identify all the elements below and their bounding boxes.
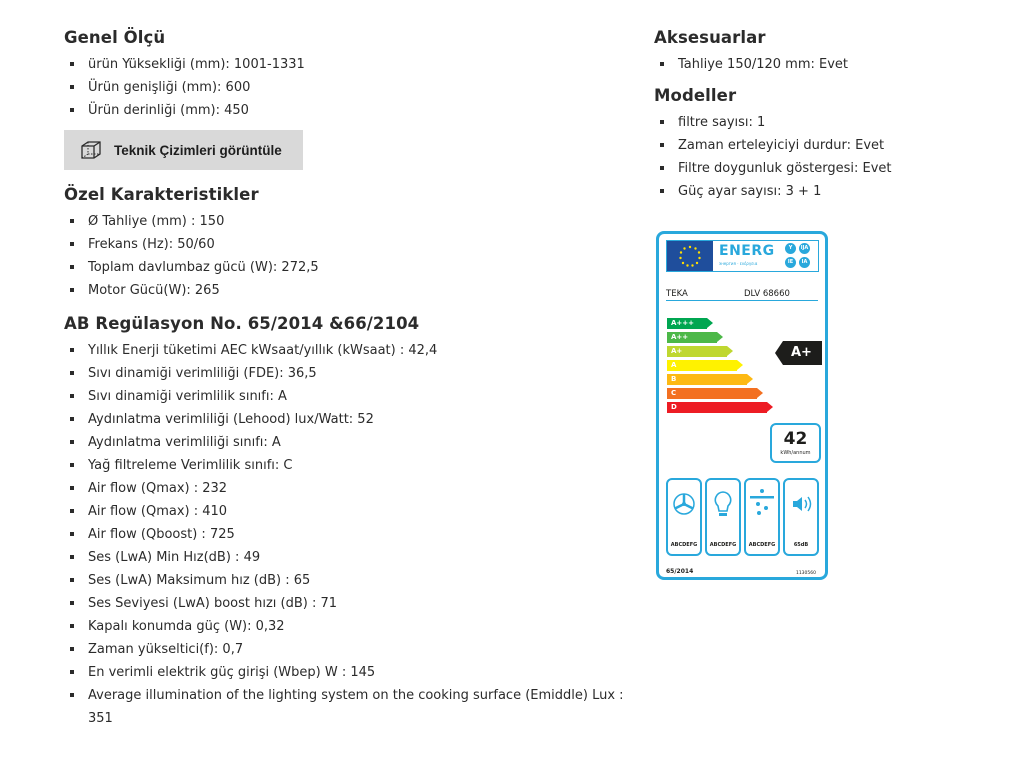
models-list <box>654 111 994 203</box>
energy-class-bar: A <box>667 360 737 371</box>
energy-label[interactable] <box>656 231 828 580</box>
list-item: Yıllık Enerji tüketimi AEC kWsaat/yıllık (kWsaat) : 42,4 <box>64 339 634 362</box>
special-features-title: Özel Karakteristikler <box>64 185 259 204</box>
language-dot: IJA <box>799 243 810 254</box>
energy-class-bar: D <box>667 402 767 413</box>
energy-class-arrow <box>757 388 763 398</box>
label-code: 1130560 <box>795 571 816 576</box>
energy-label-header <box>666 240 819 272</box>
list-item: Sıvı dinamiği verimlilik sınıfı: A <box>64 385 634 408</box>
fan-icon <box>668 486 700 526</box>
list-item: Aydınlatma verimliliği sınıfı: A <box>64 431 634 454</box>
list-item: Sıvı dinamiği verimliliği (FDE): 36,5 <box>64 362 634 385</box>
eu-flag-icon <box>667 241 713 271</box>
list-item: Air flow (Qboost) : 725 <box>64 523 634 546</box>
accessories-title: Aksesuarlar <box>654 28 766 47</box>
list-item: Frekans (Hz): 50/60 <box>64 233 634 256</box>
list-item: Average illumination of the lighting system on the cooking surface (Emiddle) Lux : 351 <box>64 684 634 730</box>
manufacturer-name: TEKA <box>666 289 688 299</box>
list-item: Filtre doygunluk göstergesi: Evet <box>654 157 994 180</box>
lightbulb-icon <box>707 486 739 526</box>
list-item: Ses (LwA) Min Hız(dB) : 49 <box>64 546 634 569</box>
list-item: Kapalı konumda güç (W): 0,32 <box>64 615 634 638</box>
list-item: Ses (LwA) Maksimum hız (dB) : 65 <box>64 569 634 592</box>
energy-class-arrow <box>747 374 753 384</box>
energy-class-bar: C <box>667 388 757 399</box>
annual-consumption-value: 42 <box>783 429 808 449</box>
fan-efficiency-box <box>666 478 702 556</box>
regulation-number: 65/2014 <box>666 568 694 575</box>
energy-class-bar: B <box>667 374 747 385</box>
list-item: filtre sayısı: 1 <box>654 111 994 134</box>
list-item: Ürün genişliği (mm): 600 <box>64 76 634 99</box>
noise-level-value: 65dB <box>793 542 809 548</box>
list-item: En verimli elektrik güç girişi (Wbep) W : 145 <box>64 661 634 684</box>
grease-filter-class: ABCDEFG <box>748 542 776 548</box>
speaker-icon <box>785 486 817 526</box>
annual-consumption-unit: kWh/annum <box>780 450 811 456</box>
list-item: Air flow (Qmax) : 232 <box>64 477 634 500</box>
list-item: Yağ filtreleme Verimlilik sınıfı: C <box>64 454 634 477</box>
technical-drawings-button[interactable] <box>64 130 303 170</box>
energy-class-arrow <box>767 402 773 412</box>
filter-drops-icon <box>746 486 778 526</box>
cube-icon <box>80 140 102 160</box>
energy-label-subtitle: энергия · ενέργεια <box>719 261 758 266</box>
general-size-list <box>64 53 634 122</box>
energy-class-arrow <box>707 318 713 328</box>
energy-rating-badge: A+ <box>783 341 822 365</box>
list-item: Güç ayar sayısı: 3 + 1 <box>654 180 994 203</box>
right-column <box>654 28 994 203</box>
energy-label-title: ENERG <box>719 243 775 259</box>
list-item: Zaman erteleyiciyi durdur: Evet <box>654 134 994 157</box>
list-item: Toplam davlumbaz gücü (W): 272,5 <box>64 256 634 279</box>
accessories-list <box>654 53 994 76</box>
list-item: Ø Tahliye (mm) : 150 <box>64 210 634 233</box>
technical-drawings-label: Teknik Çizimleri görüntüle <box>114 142 282 158</box>
models-title: Modeller <box>654 86 737 105</box>
eu-regulation-list <box>64 339 634 730</box>
energy-class-arrow <box>737 360 743 370</box>
list-item: Ürün derinliği (mm): 450 <box>64 99 634 122</box>
model-number: DLV 68660 <box>744 289 790 299</box>
grease-filter-box <box>744 478 780 556</box>
list-item: Motor Gücü(W): 265 <box>64 279 634 302</box>
list-item: Zaman yükseltici(f): 0,7 <box>64 638 634 661</box>
energy-class-bar: A+++ <box>667 318 707 329</box>
light-efficiency-class: ABCDEFG <box>709 542 737 548</box>
list-item: ürün Yüksekliği (mm): 1001-1331 <box>64 53 634 76</box>
light-efficiency-box <box>705 478 741 556</box>
energy-class-arrow <box>727 346 733 356</box>
general-size-title: Genel Ölçü <box>64 28 166 47</box>
divider <box>666 300 818 301</box>
energy-class-bar: A+ <box>667 346 727 357</box>
annual-consumption-box <box>770 423 821 463</box>
energy-class-bar: A++ <box>667 332 717 343</box>
energy-class-arrow <box>717 332 723 342</box>
left-column <box>64 28 634 730</box>
language-dot: IA <box>799 257 810 268</box>
special-features-list <box>64 210 634 302</box>
list-item: Ses Seviyesi (LwA) boost hızı (dB) : 71 <box>64 592 634 615</box>
language-dot: IE <box>785 257 796 268</box>
noise-level-box <box>783 478 819 556</box>
language-dot: Y <box>785 243 796 254</box>
list-item: Air flow (Qmax) : 410 <box>64 500 634 523</box>
list-item: Aydınlatma verimliliği (Lehood) lux/Watt: 52 <box>64 408 634 431</box>
list-item: Tahliye 150/120 mm: Evet <box>654 53 994 76</box>
eu-regulation-title: AB Regülasyon No. 65/2014 &66/2104 <box>64 314 420 333</box>
fan-efficiency-class: ABCDEFG <box>670 542 698 548</box>
